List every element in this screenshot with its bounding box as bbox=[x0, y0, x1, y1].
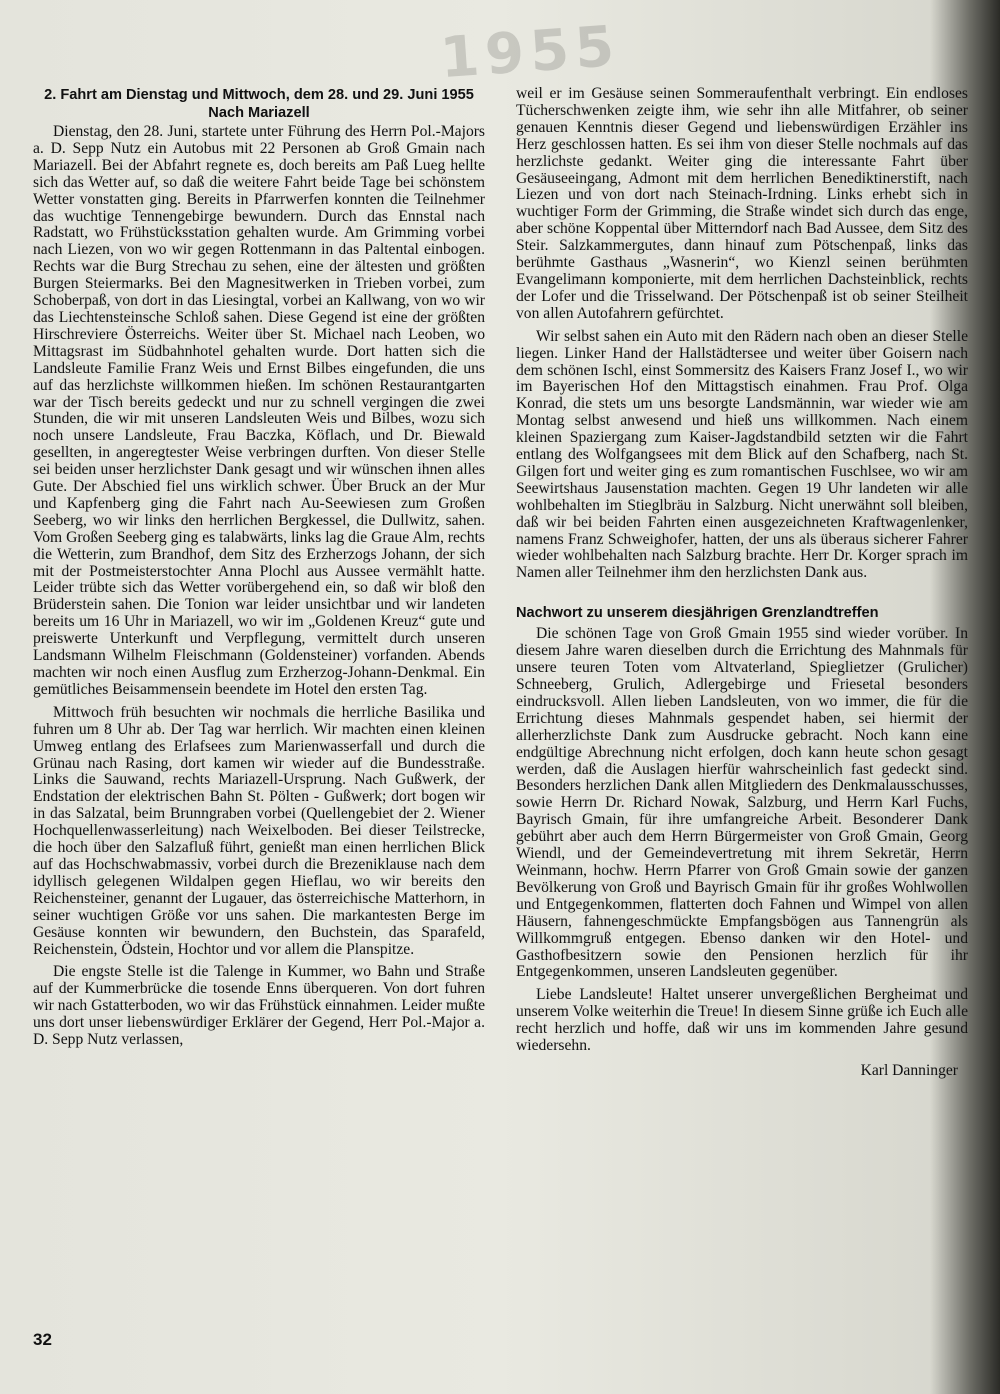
paragraph: Dienstag, den 28. Juni, startete unter Führung des Herrn Pol.-Majors a. D. Sepp Nutz ein Autobus mit 22 Personen ab Groß Gmain nach Mariazell. Bei der Abfahrt regnete es, doch bereits am Paß Lueg hellte sich das Wetter auf, so daß die weitere Fahrt beide Tage bei schönstem Wetter vonstatten ging. Bereits in Pfarrwerfen konnten die Teilnehmer das wuchtige Tennengebirge bewundern. Durch das Ennstal nach Radstatt, wo Frühstücksstation gehalten wurde. Am Grimming vorbei nach Liezen, von wo wir gegen Rottenmann in das Paltental einbogen. Rechts war die Burg Strechau zu sehen, eine der ältesten und größten Burgen Steiermarks. Bei den Magnesitwerken in Trieben vorbei, zum Schoberpaß, von dort in das Liesingtal, vorbei an Kallwang, von wo wir das Liechtensteinsche Schloß sahen. Diese Gegend ist eine der größten Hirschreviere Österreichs. Weiter über St. Michael nach Leoben, wo Mittagsrast im Südbahnhotel gehalten wurde. Dort hatten sich die Landsleute Familie Franz Weis und Ernst Bilbes eingefunden, die uns auf das herzlichste willkommen hießen. Im schönen Restaurantgarten war der Tisch bereits gedeckt und nur zu schnell vergingen die zwei Stunden, die wir mit unseren Landsleuten Weis und Bilbes, wozu sich noch unsere Landsleute, Frau Baczka, Köflach, und Dr. Biewald gesellten, in angeregtester Weise verbringen durften. Von dieser Stelle sei beiden unser herzlichster Dank gesagt und wir wünschen ihnen alles Gute. Der Abschied fiel uns wirklich schwer. Über Bruck an der Mur und Kapfenberg ging die Fahrt nach Au-Seewiesen zum Großen Seeberg, wo wir links den herrlichen Bergkessel, die Dullwitz, sahen. Vom Großen Seeberg ging es talabwärts, links lag die Graue Alm, rechts die Wetterin, zum Brandhof, dem Sitz des Erzherzogs Johann, der sich mit der Postmeisterstochter Anna Plochl aus Aussee vermählt hatte. Leider trübte sich das Wetter vorübergehend ein, so daß wir bloß den Brüderstein sahen. Die Tonion war leider unsichtbar und wir landeten bereits um 16 Uhr in Mariazell, wo wir im „Goldenen Kreuz“ gute und preiswerte Unterkunft und Verpflegung, vermittelt durch unseren Landsmann Wilhelm Fleischmann (Goldensteiner) vorfanden. Abends machten wir noch einen Ausflug zum Erzherzog-Johann-Denkmal. Ein gemütliches Beisammensein beendete im Hotel den ersten Tag. bbox=[33, 123, 485, 698]
page-number: 32 bbox=[33, 1330, 52, 1349]
author-signature: Karl Danninger bbox=[860, 1061, 958, 1079]
paragraph: weil er im Gesäuse seinen Sommeraufenthalt verbringt. Ein endloses Tücherschwenken zeigte ihm, wie sehr ihn alle Mitfahrer, ob seiner genauen Kenntnis dieser Gegend und liebenswürdigen Erzähler ins Herz geschlossen hatten. Es sei ihm von dieser Stelle nochmals auf das herzlichste gedankt. Weiter ging die interessante Fahrt über Gesäuseeingang, Admont mit dem herrlichen Benediktinerstift, nach Liezen und von dort nach Steinach-Irdning. Links erhebt sich in wuchtiger Form der Grimming, die Straße windet sich durch das enge, aber schöne Koppental über Mitterndorf nach Bad Aussee, dem Sitz des Steir. Salzkammergutes, dann hinauf zum Pötschenpaß, links das berühmte Gasthaus „Wasnerin“, wo Kienzl seinen berühmten Evangelimann komponierte, mit dem herrlichen Dachsteinblick, rechts der Lofer und die Trisselwand. Der Pötschenpaß ist ob seiner Steilheit von allen Autofahrern gefürchtet. bbox=[516, 86, 968, 322]
left-column bbox=[33, 86, 485, 1049]
article-heading: 2. Fahrt am Dienstag und Mittwoch, dem 28. und 29. Juni 1955 Nach Mariazell bbox=[44, 87, 474, 121]
section-heading: Nachwort zu unserem diesjährigen Grenzlandtreffen bbox=[516, 605, 879, 622]
right-column bbox=[516, 86, 968, 1316]
paragraph: Die engste Stelle ist die Talenge in Kummer, wo Bahn und Straße auf der Kummerbrücke die tosende Enns überqueren. Von dort fuhren wir nach Gstatterboden, wo wir das Frühstück einnahmen. Leider mußte uns dort unser liebenswürdiger Erklärer der Gegend, Herr Pol.-Major a. D. Sepp Nutz verlassen, bbox=[33, 963, 485, 1049]
bleed-through-text: 1955 bbox=[438, 13, 623, 92]
paragraph: Mittwoch früh besuchten wir nochmals die herrliche Basilika und fuhren um 8 Uhr ab. Der Tag war herrlich. Wir machten einen kleinen Umweg entlang des Erlafsees zum Marienwasserfall und durch die Grünau nach Rasing, dort kamen wir wieder auf die Bundesstraße. Links die Sauwand, rechts Mariazell-Ursprung. Nach Gußwerk, der Endstation der elektrischen Bahn St. Pölten - Gußwerk; dort bogen wir in das Salzatal, beim Brunngraben vorbei (Quellengebiet der 2. Wiener Hochquellenwasserleitung) nach Weixelboden. Bei dieser Teilstrecke, die hoch über den Salzafluß führt, genießt man einen herrlichen Blick auf das Hochschwabmassiv, vorbei durch die Brezeniklause nach dem idyllisch gelegenen Wildalpen gegen Hieflau, wo wir bereits den Reichensteiner, genannt der Lugauer, das österreichische Matterhorn, in seiner wuchtigen Größe vor uns sahen. Die markantesten Berge im Gesäuse konnten wir bewundern, den Buchstein, das Sparafeld, Reichenstein, Ödstein, Hochtor und vor allem die Planspitze. bbox=[33, 703, 485, 958]
paragraph: Die schönen Tage von Groß Gmain 1955 sind wieder vorüber. In diesem Jahre waren dieselben durch die Errichtung des Mahnmals für unsere teuren Toten vom Altvaterland, Spieglietzer (Grulicher) Schneeberg, Grulich, Adlergebirge und Friesetal besonders eindrucksvoll. Allen lieben Landsleuten, von wo immer, die für die Errichtung dieses Mahnmals gespendet haben, sei hiermit der allerherzlichste Dank zum Ausdrucke gebracht. Noch kann eine endgültige Abrechnung nicht erfolgen, doch kann heute schon gesagt werden, daß die Auslagen hierfür wahrscheinlich fast gedeckt sind. Besonders herzlichen Dank allen Mitgliedern des Denkmalausschusses, sowie Herrn Dr. Richard Nowak, Salzburg, und Herrn Karl Fuchs, Bayrisch Gmain, für ihre umfangreiche Arbeit. Besonderer Dank gebührt aber auch dem Herrn Bürgermeister von Groß Gmain, Georg Wiendl, und der Gemeindevertretung mit ihrem Sekretär, Herrn Weinmann, hochw. Herrn Pfarrer von Groß Gmain sowie der ganzen Bevölkerung von Groß und Bayrisch Gmain für ihr großes Wohlwollen und Entgegenkommen, flatterten doch Fahnen und Wimpel von allen Häusern, fahnengeschmückte Empfangsbögen aus Tannengrün als Willkommgruß entgegen. Ebenso danken wir den Hotel- und Gasthofbesitzern sowie den Pensionen herzlich für ihr Entgegenkommen, unseren Landsleuten gegenüber. bbox=[516, 625, 968, 981]
paragraph: Liebe Landsleute! Haltet unserer unvergeßlichen Bergheimat und unserem Volke weiterhin die Treue! In diesem Sinne grüße ich Euch alle recht herzlich und hoffe, daß wir uns im kommenden Jahre gesund wiedersehn. bbox=[516, 986, 968, 1055]
paragraph: Wir selbst sahen ein Auto mit den Rädern nach oben an dieser Stelle liegen. Linker Hand der Hallstädtersee und weiter über Goisern nach dem schönen Ischl, einst Sommersitz des Kaisers Franz Josef I., wo wir im Bayerischen Hof den Mittagstisch einahmen. Frau Prof. Olga Konrad, die stets um uns besorgte Landsmännin, war wieder wie am Montag selbst anwesend und hieß uns willkommen. Nach einem kleinen Spaziergang zum Kaiser-Jagdstandbild setzten wir die Fahrt entlang des Wolfgangsees mit dem Blick auf den Schafberg, nach St. Gilgen fort und weiter ging es zum romantischen Fuschlsee, wo wir am Seewirtshaus Jausenstation machten. Gegen 19 Uhr landeten wir alle wohlbehalten im Stieglbräu in Salzburg. Nicht unerwähnt soll bleiben, daß wir bei beiden Fahrten einen ausgezeichneten Kraftwagenlenker, namens Franz Schweighofer, hatten, der uns als überaus sicherer Fahrer wieder wohlbehalten nach Salzburg brachte. Herr Dr. Korger sprach im Namen aller Teilnehmer ihm den herzlichsten Dank aus. bbox=[516, 327, 968, 582]
